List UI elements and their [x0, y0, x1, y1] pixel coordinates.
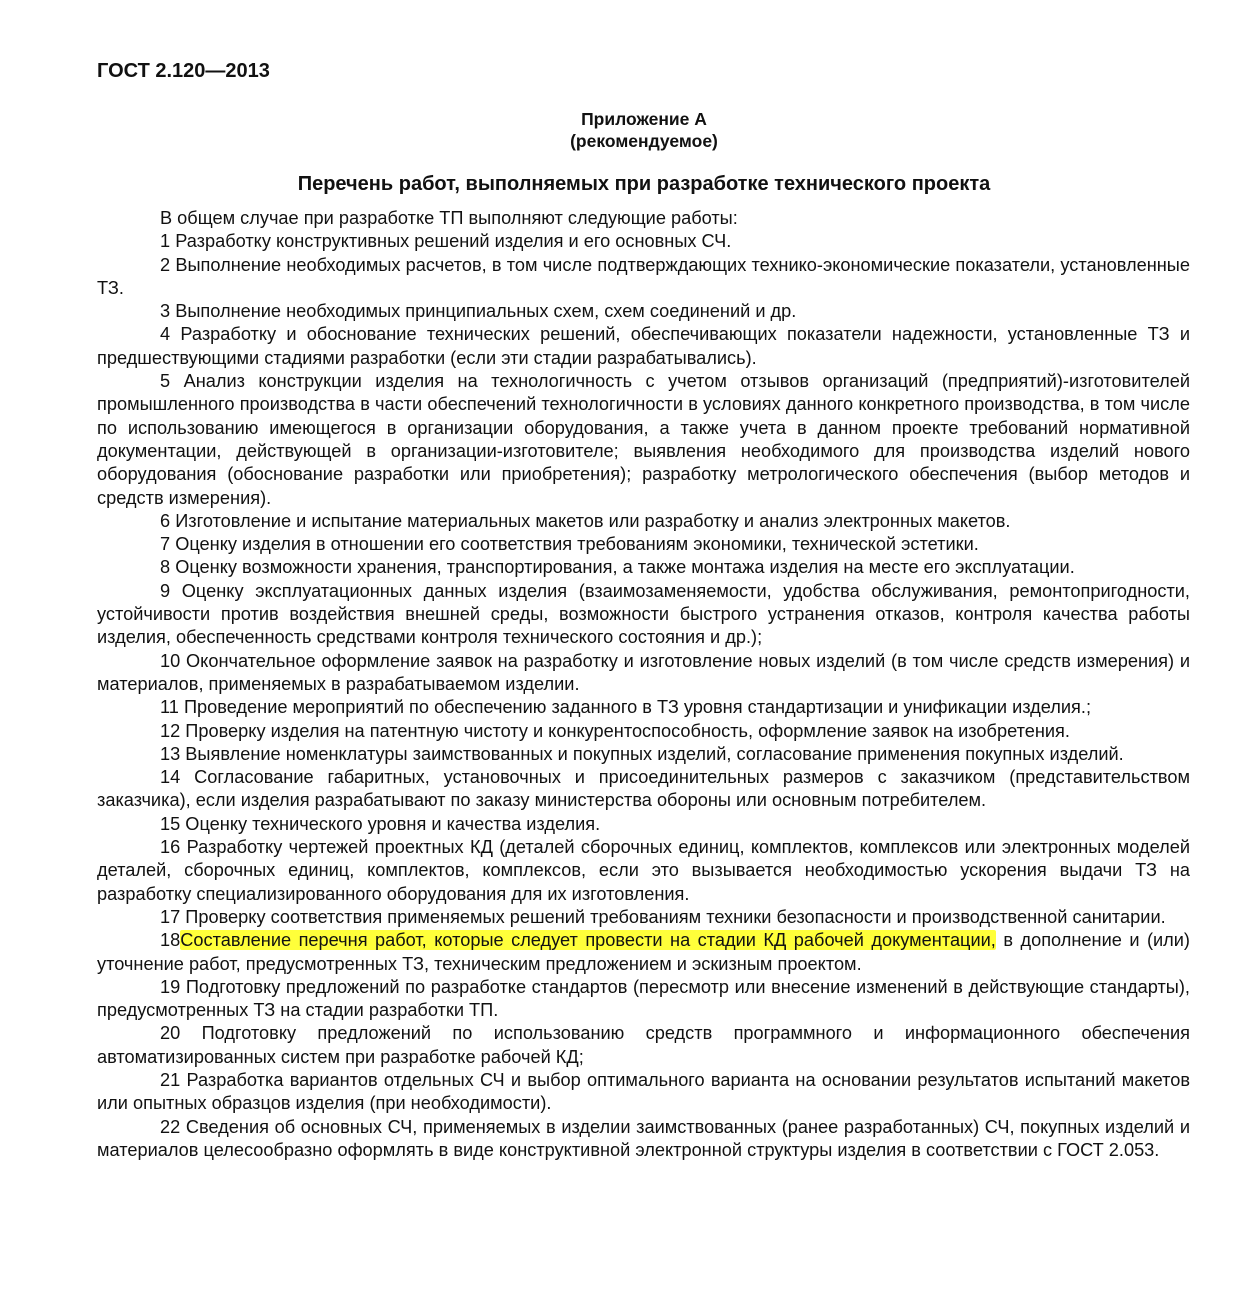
list-item: [97, 813, 1190, 836]
item-text: Разработку конструктивных решений изделия и его основных СЧ.: [175, 231, 732, 252]
item-number: 2: [160, 254, 171, 275]
item-number: 13: [160, 743, 181, 764]
item-text: Выявление номенклатуры заимствованных и покупных изделий, согласование применения покупных изделий.: [185, 743, 1124, 764]
item-text: Подготовку предложений по использованию средств программного и информационного обеспечения автоматизированных систем при разработке рабочей КД;: [97, 1023, 1190, 1067]
item-number: 10: [160, 650, 181, 671]
item-text: Разработку чертежей проектных КД (деталей сборочных единиц, комплектов, комплексов или электронных моделей деталей, сборочных единиц, комплектов, комплексов, если это вызывается необходимостью ускорения выдачи ТЗ на разработку специализированного оборудования для их изготовления.: [97, 837, 1190, 904]
item-number: 8: [160, 557, 171, 578]
item-text: Сведения об основных СЧ, применяемых в изделии заимствованных (ранее разработанных) СЧ, покупных изделий и материалов целесообразно оформлять в виде конструктивной электронной структуры изделия в соответствии с ГОСТ 2.053.: [97, 1116, 1190, 1160]
item-number: 19: [160, 976, 181, 997]
list-item: [97, 1022, 1190, 1069]
list-item: [97, 510, 1190, 533]
item-number: 16: [160, 837, 181, 858]
list-item: [97, 533, 1190, 556]
document-id: ГОСТ 2.120—2013: [97, 60, 270, 82]
list-item: [97, 720, 1190, 743]
list-item: [97, 650, 1190, 697]
item-text: Анализ конструкции изделия на технологичность с учетом отзывов организаций (предприятий)-изготовителей промышленного производства в части обеспечений технологичности в условиях данного конкретного производства, в том числе по использованию имеющегося в организации оборудования, а также учета в данном проекте требований нормативной документации, действующей в организации-изготовителе; выявления необходимого для производства изделий нового оборудования (обоснование разработки или приобретения); разработку метрологического обеспечения (выбор методов и средств измерения).: [97, 371, 1190, 508]
list-item-highlighted: [97, 929, 1190, 976]
list-item: [97, 370, 1190, 510]
item-number: 7: [160, 534, 171, 555]
item-text: Проведение мероприятий по обеспечению заданного в ТЗ уровня стандартизации и унификации изделия.;: [183, 697, 1092, 718]
item-text: Оценку изделия в отношении его соответствия требованиям экономики, технической эстетики.: [175, 534, 979, 555]
item-number: 11: [160, 697, 179, 718]
item-number: 14: [160, 767, 181, 788]
item-number: 3: [160, 301, 171, 322]
item-text: Оценку эксплуатационных данных изделия (взаимозаменяемости, удобства обслуживания, ремонтопригодности, устойчивости против воздействия внешней среды, возможности быстрого устранения отказов, контроля качества работы изделия, обеспеченность средствами контроля технического состояния и др.);: [97, 580, 1190, 648]
list-item: [97, 836, 1190, 906]
item-number: 6: [160, 510, 171, 531]
item-number: 5: [160, 371, 171, 392]
item-text: Согласование габаритных, установочных и присоединительных размеров с заказчиком (представительством заказчика), если изделия разрабатывают по заказу министерства обороны или основным потребителем.: [97, 767, 1190, 811]
item-text: Разработка вариантов отдельных СЧ и выбор оптимального варианта на основании результатов испытаний макетов или опытных образцов изделия (при необходимости).: [97, 1069, 1190, 1114]
item-number: 22: [160, 1116, 181, 1137]
list-item: [97, 906, 1190, 929]
item-text: Выполнение необходимых расчетов, в том числе подтверждающих технико-экономические показатели, установленные ТЗ.: [97, 254, 1190, 298]
item-number: 20: [160, 1023, 181, 1044]
item-text: Разработку и обоснование технических решений, обеспечивающих показатели надежности, установленные ТЗ и предшествующими стадиями разработки (если эти стадии разрабатывались).: [97, 324, 1190, 368]
document-body: [97, 207, 1190, 1162]
appendix-subtitle: (рекомендуемое): [570, 131, 718, 151]
list-item: [97, 743, 1190, 766]
list-item: [97, 254, 1190, 301]
section-title: Перечень работ, выполняемых при разработке технического проекта: [297, 173, 991, 195]
item-text: Проверку изделия на патентную чистоту и конкурентоспособность, оформление заявок на изобретения.: [185, 720, 1070, 741]
item-number: 4: [160, 324, 171, 345]
item-text: в дополнение и (или) уточнение работ, предусмотренных ТЗ, техническим предложением и эскизным проектом.: [97, 930, 1190, 974]
list-item: [97, 230, 1190, 253]
list-item: [97, 976, 1190, 1023]
item-number: 21: [160, 1069, 181, 1090]
item-text: Оценку технического уровня и качества изделия.: [185, 813, 601, 834]
highlighted-text: Составление перечня работ, которые следует провести на стадии КД рабочей документации,: [180, 930, 996, 951]
list-item: [97, 1116, 1190, 1163]
item-number: 12: [160, 720, 181, 741]
appendix-title: Приложение А: [581, 109, 707, 129]
list-item: [97, 300, 1190, 323]
intro-paragraph: В общем случае при разработке ТП выполняют следующие работы:: [160, 208, 738, 228]
item-text: Изготовление и испытание материальных макетов или разработку и анализ электронных макетов.: [175, 510, 1011, 531]
list-item: [97, 323, 1190, 370]
item-number: 17: [160, 906, 181, 927]
item-text: Окончательное оформление заявок на разработку и изготовление новых изделий (в том числе средств измерения) и материалов, применяемых в разрабатываемом изделии.: [97, 650, 1191, 694]
item-text: Подготовку предложений по разработке стандартов (пересмотр или внесение изменений в действующие стандарты), предусмотренных ТЗ на стадии разработки ТП.: [97, 976, 1190, 1021]
list-item: [97, 1069, 1190, 1116]
appendix-heading: [0, 108, 1248, 152]
item-text: Проверку соответствия применяемых решений требованиям техники безопасности и производственной санитарии.: [185, 906, 1166, 927]
item-text: Выполнение необходимых принципиальных схем, схем соединений и др.: [175, 301, 797, 322]
list-item: [97, 696, 1190, 719]
item-number: 18: [160, 930, 181, 951]
item-number: 1: [160, 231, 171, 252]
list-item: [97, 766, 1190, 813]
item-number: 9: [160, 580, 171, 601]
item-text: Оценку возможности хранения, транспортирования, а также монтажа изделия на месте его эксплуатации.: [175, 557, 1075, 578]
item-number: 15: [160, 813, 181, 834]
list-item: [97, 556, 1190, 579]
list-item: [97, 580, 1190, 650]
